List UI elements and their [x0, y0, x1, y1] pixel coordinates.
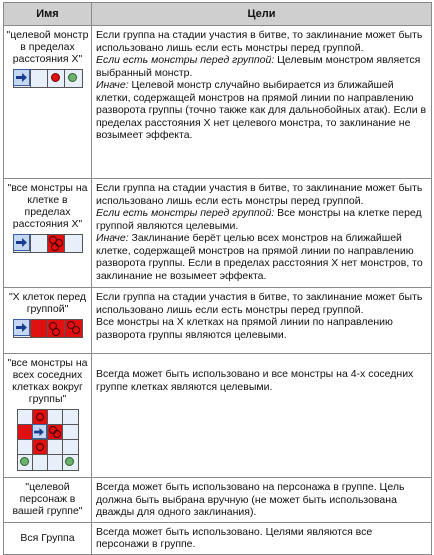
goal-condition: Иначе:: [96, 232, 129, 244]
goal-text: Всегда может быть использовано и все монстры на 4-х соседних группе клетках являются целевыми.: [96, 368, 414, 393]
row-name-cell: [4, 179, 92, 288]
row-name: "все монстры на всех соседних клетках вокруг группы": [7, 357, 88, 405]
row-name-cell: [4, 478, 92, 523]
monster-icon: [20, 457, 29, 466]
arrow-right-icon: [13, 234, 30, 251]
table-row: [4, 179, 432, 288]
range-diagram: [6, 69, 89, 88]
row-name: "целевой персонаж в вашей группе": [12, 481, 83, 517]
goal-text: Целевым монстром является выбранный монстр.: [96, 54, 421, 79]
monster-icon: [52, 328, 60, 336]
goal-text: Всегда может быть использовано. Целями являются все персонажи в группе.: [96, 525, 373, 550]
monster-icon: [68, 73, 77, 82]
row-name: Вся Группа: [20, 532, 75, 544]
row-name-cell: [4, 26, 92, 179]
goal-text: Заклинание берёт целью всех монстров на ближайшей клетке, содержащей монстров на прямой линии по направлению разворота группы. Если в пределах расстояния X нет монстров, то заклинание не возымеет эффекта.: [96, 232, 423, 282]
row-name-cell: [4, 522, 92, 554]
goal-text: Всегда может быть использовано на персонажа в группе. Цель должна быть выбрана вручную (не может быть использована дважды для одного заклинания).: [96, 481, 405, 518]
monster-icon: [53, 430, 61, 438]
goal-condition: Если есть монстры перед группой:: [96, 54, 275, 66]
table-row: [4, 26, 432, 179]
table-row: [4, 354, 432, 478]
arrow-right-icon: [32, 424, 47, 439]
arrow-right-icon: [13, 69, 30, 86]
monster-icon: [51, 243, 59, 251]
row-goal-cell: [92, 522, 432, 554]
monster-icon: [36, 413, 44, 421]
spell-target-table: [3, 2, 432, 555]
row-name-cell: [4, 288, 92, 354]
goal-text: Если группа на стадии участия в битве, то заклинание может быть использовано лишь если есть монстры перед группой.: [96, 182, 423, 207]
target-monster-icon: [51, 73, 60, 82]
table-row: [4, 522, 432, 554]
monster-icon: [65, 457, 74, 466]
arrow-right-icon: [13, 319, 30, 336]
goal-text: Целевой монстр случайно выбирается из ближайшей клетки, содержащей монстров на прямой линии по направлению разворота группы (точно также как для дальнобойных атак). Если в пределах расстояния X нет целевого монстра, то заклинание не возымеет эффекта.: [96, 79, 427, 141]
range-diagram: [6, 319, 89, 338]
table-row: [4, 478, 432, 523]
monster-icon: [36, 443, 44, 451]
goal-condition: Иначе:: [96, 79, 129, 91]
row-name-cell: [4, 354, 92, 478]
table-header-row: [4, 3, 432, 26]
row-goal-cell: [92, 26, 432, 179]
row-goal-cell: [92, 179, 432, 288]
row-goal-cell: [92, 288, 432, 354]
goal-text: Если группа на стадии участия в битве, то заклинание может быть использовано лишь если есть монстры перед группой.: [96, 29, 423, 54]
goal-text: Все монстры на X клетках на прямой линии по направлению разворота группы являются целевыми.: [96, 316, 393, 341]
goal-text: Если группа на стадии участия в битве, то заклинание может быть использовано лишь если есть монстры перед группой.: [96, 291, 423, 316]
row-goal-cell: [92, 354, 432, 478]
row-name: "все монстры на клетке в пределах расстояния X": [7, 182, 88, 230]
row-name: "X клеток перед группой": [8, 291, 87, 315]
goal-text: Все монстры на клетке перед группой являются целевыми.: [96, 207, 422, 232]
table-row: [4, 288, 432, 354]
monster-icon: [72, 326, 80, 334]
row-goal-cell: [92, 478, 432, 523]
range-diagram: [6, 234, 89, 253]
goal-condition: Если есть монстры перед группой:: [96, 207, 275, 219]
header-goals: Цели: [92, 3, 432, 26]
header-name: Имя: [4, 3, 92, 26]
adjacent-diagram: [6, 409, 89, 471]
row-name: "целевой монстр в пределах расстояния X": [6, 29, 89, 65]
